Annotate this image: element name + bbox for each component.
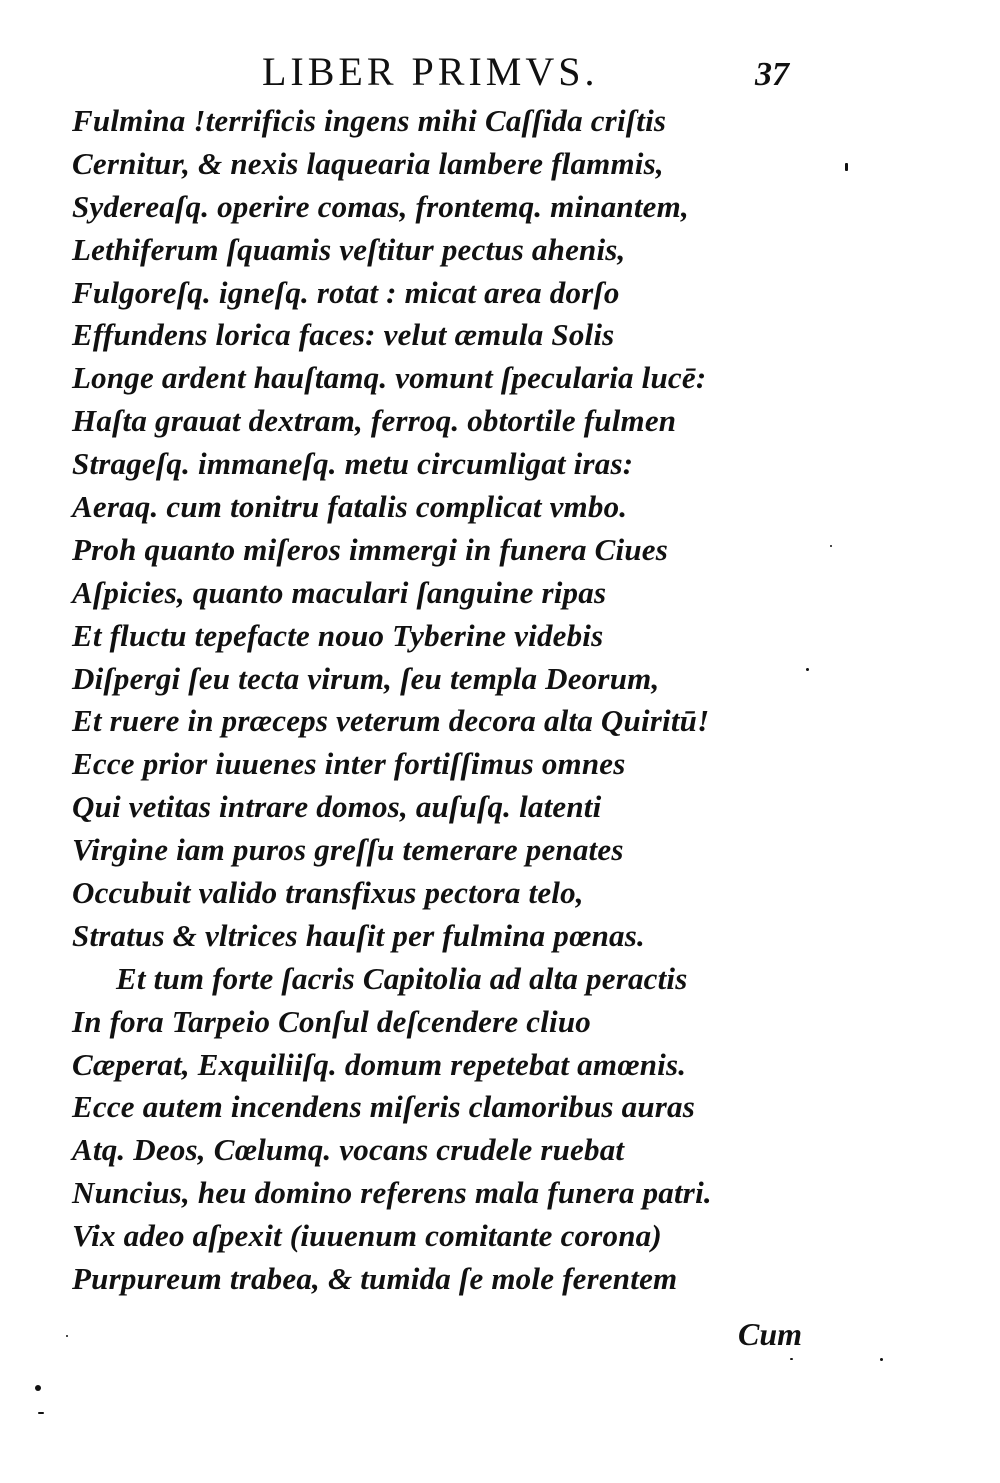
verse-line: Et fluctu tepefacte nouo Tyberine videbis	[72, 617, 604, 653]
verse-line: Virgine iam puros greſſu temerare penates	[72, 832, 624, 868]
verse-line: Qui vetitas intrare domos, auſuſq. latenti	[72, 789, 602, 825]
scan-speck	[66, 1335, 68, 1337]
verse-line: Fulgoreſq. igneſq. rotat : micat area dorſo	[72, 274, 620, 310]
verse-line: Sydereaſq. operire comas, frontemq. minantem,	[72, 188, 689, 224]
verse-line: Purpureum trabea, & tumida ſe mole ferentem	[72, 1261, 678, 1297]
verse-line: Aeraq. cum tonitru fatalis complicat vmbo.	[72, 489, 628, 525]
verse-line: Ecce prior iuuenes inter fortiſſimus omnes	[72, 746, 626, 782]
verse-line: Occubuit valido transfixus pectora telo,	[72, 875, 584, 911]
scan-speck	[790, 1358, 793, 1360]
verse-text	[72, 100, 972, 1301]
verse-line: Cæperat, Exquiliiſq. domum repetebat amœnis.	[72, 1046, 687, 1082]
verse-line-paragraph-start: Et tum forte ſacris Capitolia ad alta peractis	[116, 960, 688, 996]
page-number: 37	[755, 56, 789, 93]
scan-speck	[845, 163, 848, 171]
verse-line: Haſta grauat dextram, ferroq. obtortile fulmen	[72, 403, 677, 439]
verse-line: Stratus & vltrices hauſit per fulmina pœnas.	[72, 917, 645, 953]
scan-speck	[880, 1358, 883, 1361]
verse-line: Cernitur, & nexis laquearia lambere flammis,	[72, 145, 664, 181]
verse-line: Longe ardent hauſtamq. vomunt ſpecularia lucē:	[72, 360, 707, 396]
verse-line: Et ruere in præceps veterum decora alta Quiritū!	[72, 703, 710, 739]
verse-line: Fulmina !terrificis ingens mihi Caſſida criſtis	[72, 103, 667, 138]
scan-speck	[35, 1385, 41, 1391]
verse-line: Effundens lorica faces: velut æmula Solis	[72, 317, 615, 353]
verse-line: Strageſq. immaneſq. metu circumligat iras:	[72, 446, 634, 482]
verse-line: In fora Tarpeio Conſul deſcendere cliuo	[72, 1003, 592, 1039]
verse-line: Ecce autem incendens miſeris clamoribus auras	[72, 1089, 695, 1125]
verse-line: Proh quanto miſeros immergi in funera Ciues	[72, 531, 668, 567]
verse-line: Vix adeo aſpexit (iuuenum comitante corona)	[72, 1218, 662, 1254]
scan-speck	[830, 545, 832, 547]
verse-line: Diſpergi ſeu tecta virum, ſeu templa Deorum,	[72, 660, 660, 696]
catchword: Cum	[738, 1316, 803, 1352]
verse-line: Lethiferum ſquamis veſtitur pectus ahenis,	[72, 231, 626, 267]
verse-line: Atq. Deos, Cœlumq. vocans crudele ruebat	[72, 1132, 625, 1168]
verse-line: Aſpicies, quanto maculari ſanguine ripas	[72, 574, 607, 610]
scan-speck	[38, 1412, 44, 1414]
scan-speck	[806, 668, 809, 671]
verse-line: Nuncius, heu domino referens mala funera patri.	[72, 1175, 712, 1211]
running-head: LIBER PRIMVS.	[262, 49, 599, 94]
